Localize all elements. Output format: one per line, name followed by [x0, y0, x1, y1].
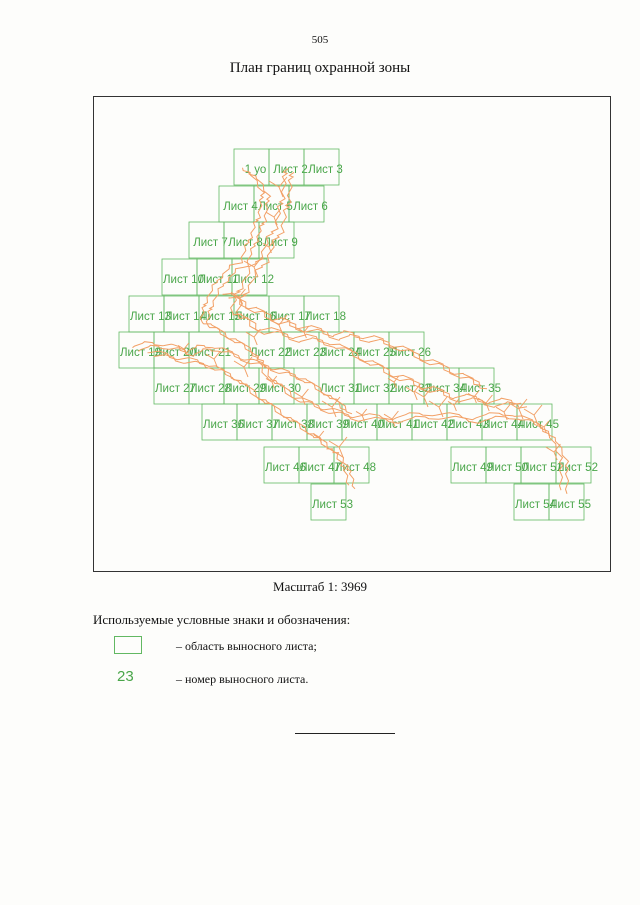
legend-sheet-area-text: – область выносного листа;: [176, 639, 317, 653]
sheet-label: Лист 32: [355, 383, 396, 395]
legend-sheet-number-text: – номер выносного листа.: [176, 672, 309, 686]
zone-boundary-branch: [546, 444, 560, 460]
sheet-label: Лист 43: [448, 419, 489, 431]
sheet-label: Лист 37: [238, 419, 279, 431]
sheet-label: Лист 2: [273, 164, 308, 176]
legend-sheet-area-swatch: [114, 636, 142, 654]
sheet-label: Лист 8: [228, 237, 263, 249]
sheet-label: Лист 42: [413, 419, 454, 431]
sheet-label: Лист 33: [390, 383, 431, 395]
sheet-label: Лист 22: [250, 347, 291, 359]
sheet-label: Лист 11: [198, 274, 239, 286]
sheet-label: Лист 40: [343, 419, 384, 431]
zone-boundary-branch: [322, 397, 340, 417]
page-number: 505: [311, 34, 329, 46]
zone-boundary-branch: [246, 329, 260, 345]
sheet-label: Лист 5: [258, 201, 293, 213]
sheet-label: Лист 27: [155, 383, 196, 395]
sheet-label: Лист 24: [320, 347, 361, 359]
zone-boundary-branch: [448, 399, 459, 411]
legend-sheet-number-sample: 23: [117, 668, 134, 685]
sheet-label: Лист 12: [233, 274, 274, 286]
zone-boundary-branch: [313, 431, 324, 443]
sheet-label: Лист 53: [312, 499, 353, 511]
legend-title: Используемые условные знаки и обозначения:: [93, 612, 351, 627]
zone-boundary-branch: [496, 404, 510, 420]
sheet-label: Лист 21: [190, 347, 231, 359]
sheet-label: Лист 50: [487, 462, 528, 474]
sheet-label: Лист 51: [522, 462, 563, 474]
protection-zone-boundary: [133, 168, 569, 494]
sheet-label: Лист 3: [308, 164, 343, 176]
sheet-label: Лист 28: [190, 383, 231, 395]
sheet-label: Лист 35: [460, 383, 501, 395]
sheet-label: Лист 20: [155, 347, 196, 359]
sheet-label: Лист 7: [193, 237, 228, 249]
sheet-label: Лист 44: [483, 419, 524, 431]
signature-line: [295, 733, 395, 734]
sheet-label: Лист 52: [557, 462, 598, 474]
sheet-label: Лист 45: [518, 419, 559, 431]
sheet-label: Лист 29: [225, 383, 266, 395]
sheet-label: Лист 18: [305, 311, 346, 323]
sheet-label: Лист 54: [515, 499, 556, 511]
sheet-label: Лист 39: [308, 419, 349, 431]
page-title: План границ охранной зоны: [229, 60, 411, 76]
sheet-label: Лист 31: [320, 383, 361, 395]
sheet-label: Лист 15: [200, 311, 241, 323]
sheet-label: Лист 38: [273, 419, 314, 431]
sheet-label: Лист 17: [270, 311, 311, 323]
sheet-label: Лист 41: [378, 419, 419, 431]
sheet-label: Лист 46: [265, 462, 306, 474]
sheet-label: Лист 34: [425, 383, 466, 395]
scale-label: Масштаб 1: 3969: [273, 579, 367, 594]
sheet-label: Лист 10: [163, 274, 204, 286]
sheet-label: Лист 13: [130, 311, 171, 323]
sheet-label: 1 уо: [244, 164, 267, 176]
sheet-label: Лист 48: [335, 462, 376, 474]
map-canvas: [94, 97, 612, 573]
sheet-label: Лист 36: [203, 419, 244, 431]
sheet-label: Лист 25: [355, 347, 396, 359]
sheet-label: Лист 4: [223, 201, 258, 213]
sheet-label: Лист 9: [263, 237, 298, 249]
sheet-label: Лист 23: [285, 347, 326, 359]
sheet-label: Лист 49: [452, 462, 493, 474]
sheet-label: Лист 16: [235, 311, 276, 323]
sheet-label: Лист 55: [550, 499, 591, 511]
sheet-label: Лист 30: [260, 383, 301, 395]
sheet-label: Лист 14: [165, 311, 206, 323]
sheet-label: Лист 47: [300, 462, 341, 474]
map-frame: [93, 96, 611, 572]
sheet-label: Лист 19: [120, 347, 161, 359]
sheet-label: Лист 26: [390, 347, 431, 359]
sheet-label: Лист 6: [293, 201, 328, 213]
zone-boundary-branch: [478, 395, 492, 411]
sheet-grid: [119, 149, 598, 520]
